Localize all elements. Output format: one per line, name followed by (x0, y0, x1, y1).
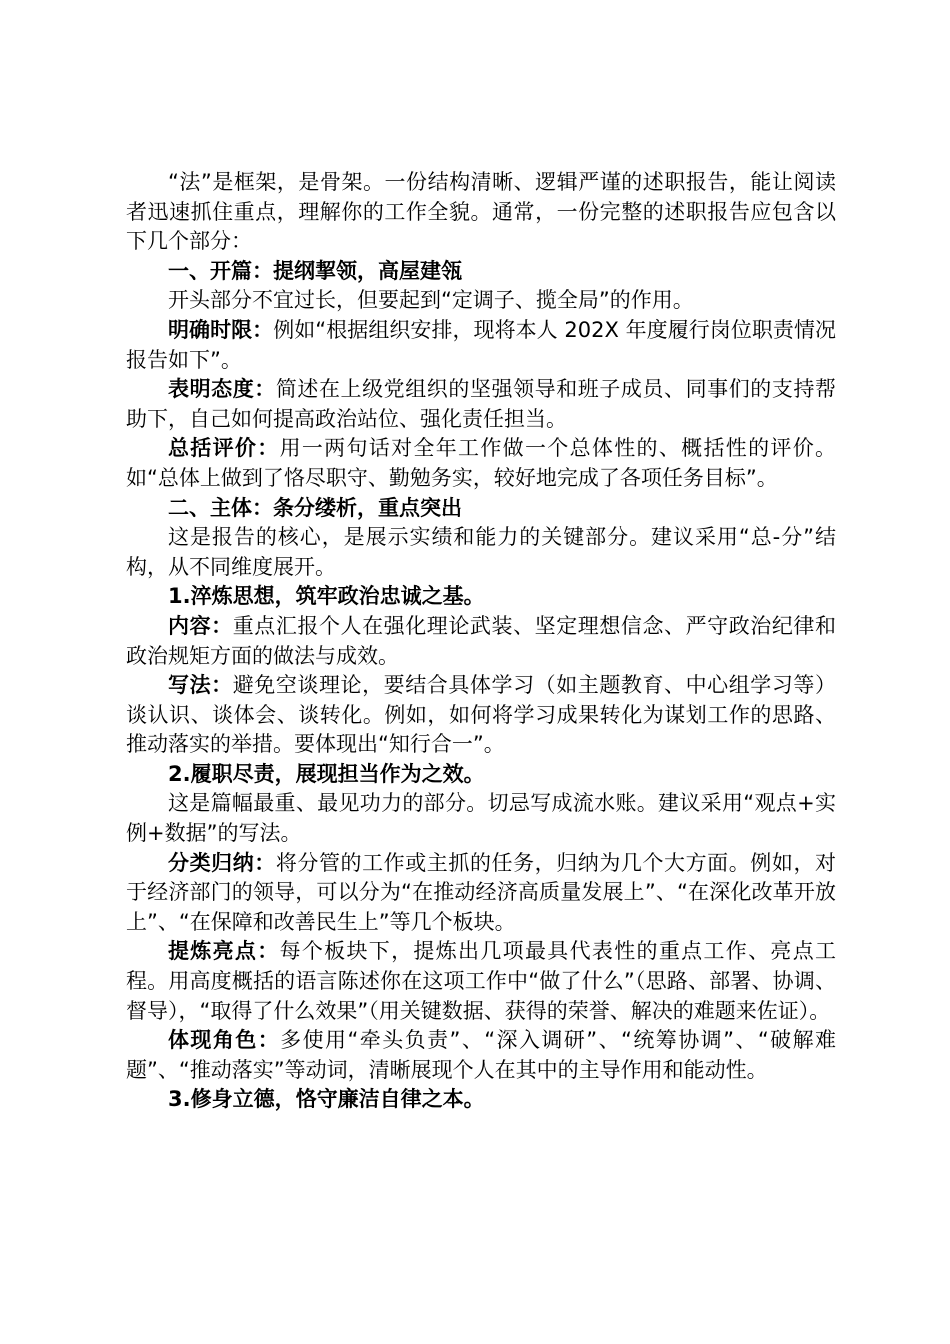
section-heading-opening: 一、开篇：提纲挈领，高屋建瓴 (168, 258, 462, 283)
paragraph-text: 避免空谈理论，要结合具体学习（如主题教育、中心组学习等）谈认识、谈体会、谈转化。例如，如何将学习成果转化为谋划工作的思路、推动落实的举措。要体现出“知行合一”。 (126, 673, 837, 757)
document-body (126, 168, 836, 1115)
paragraph-text: 用一两句话对全年工作做一个总体性的、概括性的评价。如“总体上做到了恪尽职守、勤勉务实，较好地完成了各项任务目标”。 (126, 436, 837, 490)
labeled-paragraph-method (126, 671, 836, 760)
main-body-paragraph: 这是报告的核心，是展示实绩和能力的关键部分。建议采用“总-分”结构，从不同维度展开。 (126, 525, 836, 579)
subsection-heading-2: 2.履职尽责，展现担当作为之效。 (168, 761, 485, 786)
paragraph-text: 简述在上级党组织的坚强领导和班子成员、同事们的支持帮助下，自己如何提高政治站位、强化责任担当。 (126, 377, 837, 431)
section-heading-main-body: 二、主体：条分缕析，重点突出 (168, 495, 462, 520)
labeled-paragraph-classify (126, 849, 836, 938)
paragraph-label: 表明态度： (168, 377, 276, 402)
paragraph-text: 重点汇报个人在强化理论武装、坚定理想信念、严守政治纪律和政治规矩方面的做法与成效。 (126, 613, 837, 668)
subsection-heading-1: 1.淬炼思想，筑牢政治忠诚之基。 (168, 584, 485, 609)
labeled-paragraph-highlights (126, 937, 836, 1026)
labeled-paragraph-time-limit (126, 316, 836, 375)
intro-paragraph: “法”是框架，是骨架。一份结构清晰、逻辑严谨的述职报告，能让阅读者迅速抓住重点，理解你的工作全貌。通常，一份完整的述职报告应包含以下几个部分： (126, 170, 836, 254)
paragraph-label: 明确时限： (168, 317, 274, 342)
labeled-paragraph-attitude (126, 375, 836, 434)
subsection-2-paragraph: 这是篇幅最重、最见功力的部分。切忌写成流水账。建议采用“观点+实例+数据”的写法。 (126, 791, 836, 846)
paragraph-label: 分类归纳： (168, 850, 276, 875)
paragraph-text: 例如“根据组织安排，现将本人 202X 年度履行岗位职责情况报告如下”。 (126, 317, 836, 372)
paragraph-label: 写法： (168, 673, 233, 698)
paragraph-label: 总括评价： (168, 436, 280, 461)
labeled-paragraph-role (126, 1026, 836, 1085)
paragraph-label: 体现角色： (168, 1028, 281, 1053)
subsection-heading-3: 3.修身立德，恪守廉洁自律之本。 (168, 1087, 485, 1112)
paragraph-text: 每个板块下，提炼出几项最具代表性的重点工作、亮点工程。用高度概括的语言陈述你在这项工作中“做了什么”（思路、部署、协调、督导），“取得了什么效果”（用关键数据、获得的荣誉、解决的难题来佐证）。 (126, 939, 837, 1023)
paragraph-label: 提炼亮点： (168, 939, 280, 964)
labeled-paragraph-content (126, 612, 836, 671)
labeled-paragraph-summary (126, 434, 836, 493)
paragraph-text: 将分管的工作或主抓的任务，归纳为几个大方面。例如，对于经济部门的领导，可以分为“在推动经济高质量发展上”、“在深化改革开放上”、“在保障和改善民生上”等几个板块。 (126, 850, 837, 934)
paragraph-text: 多使用“牵头负责”、“深入调研”、“统筹协调”、“破解难题”、“推动落实”等动词，清晰展现个人在其中的主导作用和能动性。 (126, 1028, 837, 1082)
paragraph-label: 内容： (168, 613, 233, 638)
opening-paragraph: 开头部分不宜过长，但要起到“定调子、揽全局”的作用。 (168, 288, 694, 313)
